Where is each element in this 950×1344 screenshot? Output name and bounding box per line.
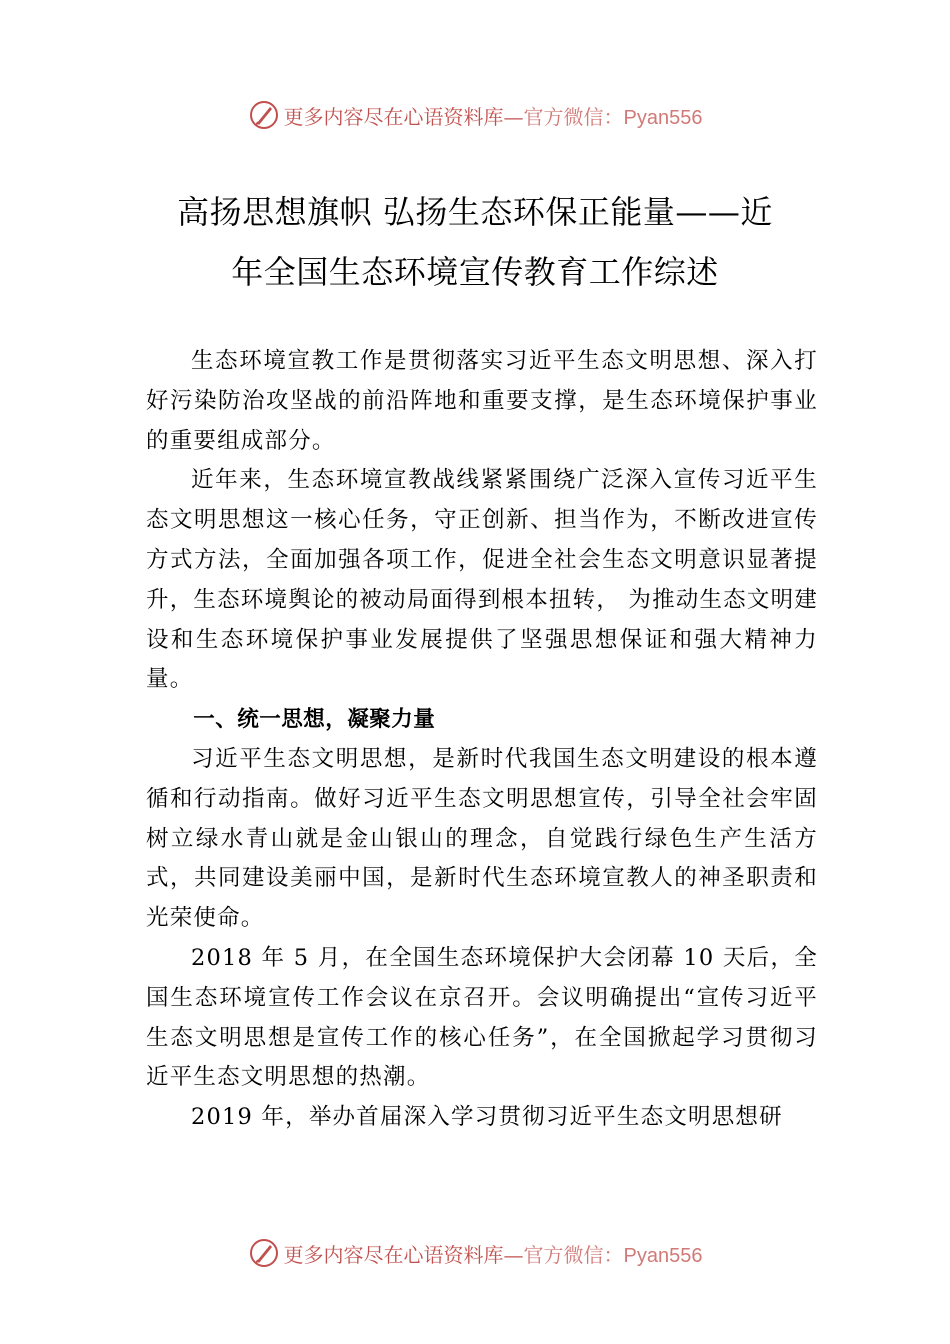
watermark-site: 更多内容尽在心语资料库 [283,104,504,129]
title-line-2: 年全国生态环境宣传教育工作综述 [231,253,719,291]
document-body [146,342,818,1138]
title-line-1: 高扬思想旗帜 弘扬生态环保正能量——近 [177,193,773,231]
watermark-wechat-label: 官方微信： [523,104,624,129]
paragraph-3: 习近平生态文明思想，是新时代我国生态文明建设的根本遵循和行动指南。做好习近平生态文明思想宣传，引导全社会牢固树立绿水青山就是金山银山的理念，自觉践行绿色生产生活方式，共同建设美丽中国，是新时代生态环境宣教人的神圣职责和光荣使命。 [146,745,818,932]
section-heading-1: 一、统一思想，凝聚力量 [193,707,436,733]
watermark-wechat-id: Pyan556 [623,1244,703,1267]
watermark-wechat-label: 官方微信： [523,1242,624,1267]
document-title [130,182,820,302]
quill-logo-icon [248,1237,280,1269]
footer-watermark [0,1233,950,1273]
watermark-text [284,101,703,130]
watermark-text [284,1239,703,1268]
header-watermark [0,95,950,135]
watermark-separator: — [503,104,524,129]
quill-logo-icon [248,99,280,131]
paragraph-1: 生态环境宣教工作是贯彻落实习近平生态文明思想、深入打好污染防治攻坚战的前沿阵地和重要支撑，是生态环境保护事业的重要组成部分。 [146,348,818,454]
watermark-wechat-id: Pyan556 [623,106,703,129]
watermark-site: 更多内容尽在心语资料库 [283,1242,504,1267]
paragraph-5: 2019 年，举办首届深入学习贯彻习近平生态文明思想研 [191,1104,783,1131]
paragraph-4: 2018 年 5 月，在全国生态环境保护大会闭幕 10 天后，全国生态环境宣传工作会议在京召开。会议明确提出“宣传习近平生态文明思想是宣传工作的核心任务”，在全国掀起学习贯彻习近平生态文明思想的热潮。 [146,944,818,1091]
watermark-separator: — [503,1242,524,1267]
paragraph-2: 近年来，生态环境宣教战线紧紧围绕广泛深入宣传习近平生态文明思想这一核心任务，守正创新、担当作为，不断改进宣传方式方法，全面加强各项工作，促进全社会生态文明意识显著提升，生态环境舆论的被动局面得到根本扭转， 为推动生态文明建设和生态环境保护事业发展提供了坚强思想保证和强大精神力量。 [146,467,818,693]
